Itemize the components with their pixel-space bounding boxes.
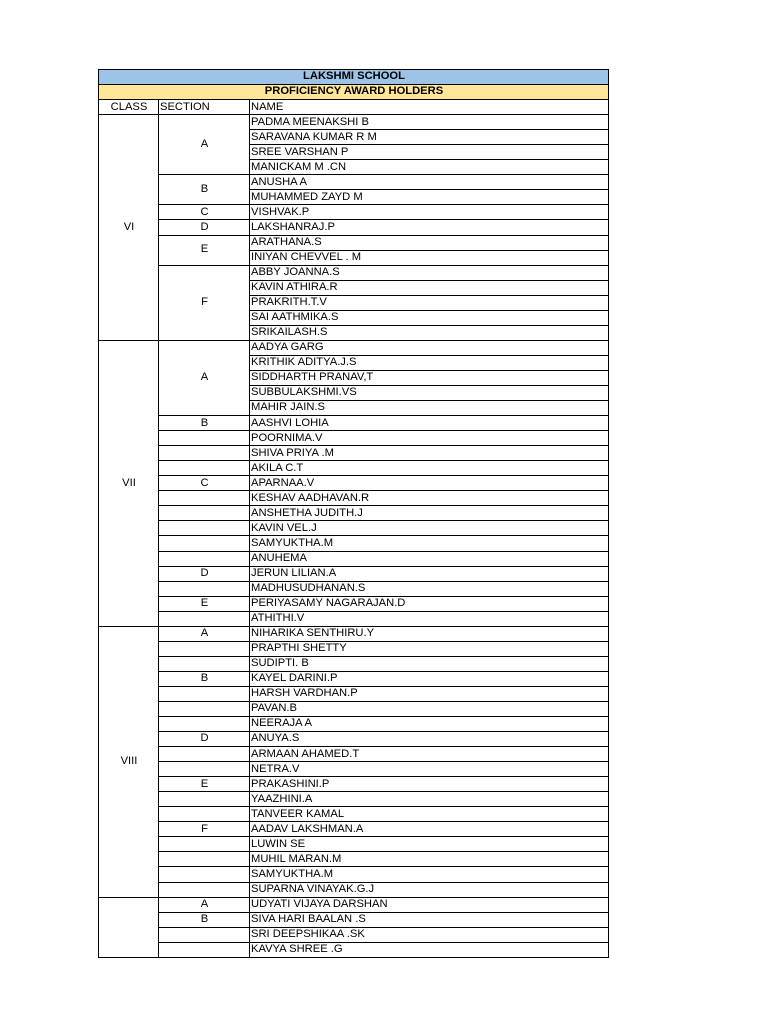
student-name-cell: JERUN LILIAN.A — [250, 566, 609, 581]
table-row — [99, 732, 609, 747]
table-row — [99, 476, 609, 491]
student-name-cell: MUHIL MARAN.M — [250, 852, 609, 867]
table-row — [99, 611, 609, 626]
student-name-cell: PRAKRITH.T.V — [250, 295, 609, 310]
student-name-cell: KESHAV AADHAVAN.R — [250, 491, 609, 506]
class-cell: VII — [99, 340, 159, 626]
student-name-cell: MAHIR JAIN.S — [250, 401, 609, 416]
table-row — [99, 431, 609, 446]
section-cell — [159, 717, 250, 732]
student-name-cell: TANVEER KAMAL — [250, 807, 609, 822]
student-name-cell: ARMAAN AHAMED.T — [250, 747, 609, 762]
student-name-cell: MANICKAM M .CN — [250, 160, 609, 175]
student-name-cell: YAAZHINI.A — [250, 792, 609, 807]
student-name-cell: POORNIMA.V — [250, 431, 609, 446]
section-cell: B — [159, 175, 250, 205]
student-name-cell: ANUYA.S — [250, 732, 609, 747]
student-name-cell: KAVYA SHREE .G — [250, 942, 609, 957]
class-cell: VI — [99, 115, 159, 341]
table-row — [99, 220, 609, 235]
name-header: NAME — [250, 100, 609, 115]
header-row — [99, 100, 609, 115]
student-name-cell: SUDIPTI. B — [250, 656, 609, 671]
student-name-cell: HARSH VARDHAN.P — [250, 686, 609, 701]
title-row — [99, 70, 609, 85]
student-name-cell: ANUHEMA — [250, 551, 609, 566]
student-name-cell: SARAVANA KUMAR R M — [250, 130, 609, 145]
student-name-cell: SUPARNA VINAYAK.G.J — [250, 882, 609, 897]
section-cell: D — [159, 566, 250, 581]
student-name-cell: NIHARIKA SENTHIRU.Y — [250, 626, 609, 641]
class-cell — [99, 897, 159, 957]
section-cell — [159, 656, 250, 671]
table-row — [99, 506, 609, 521]
class-cell: VIII — [99, 626, 159, 897]
section-cell: E — [159, 235, 250, 265]
student-name-cell: KRITHIK ADITYA.J.S — [250, 355, 609, 370]
table-row — [99, 340, 609, 355]
table-row — [99, 235, 609, 250]
table-row — [99, 581, 609, 596]
award-subtitle: PROFICIENCY AWARD HOLDERS — [99, 85, 609, 100]
award-holders-table — [98, 69, 609, 958]
section-cell: E — [159, 596, 250, 611]
student-name-cell: VISHVAK.P — [250, 205, 609, 220]
section-cell — [159, 882, 250, 897]
section-cell: D — [159, 220, 250, 235]
section-cell — [159, 506, 250, 521]
table-row — [99, 446, 609, 461]
student-name-cell: SAMYUKTHA.M — [250, 867, 609, 882]
table-row — [99, 837, 609, 852]
table-row — [99, 656, 609, 671]
student-name-cell: MADHUSUDHANAN.S — [250, 581, 609, 596]
section-cell: B — [159, 671, 250, 686]
section-cell: A — [159, 340, 250, 415]
table-row — [99, 626, 609, 641]
student-name-cell: AADAV LAKSHMAN.A — [250, 822, 609, 837]
section-cell: A — [159, 115, 250, 175]
student-name-cell: SAMYUKTHA.M — [250, 536, 609, 551]
table-row — [99, 701, 609, 716]
table-row — [99, 822, 609, 837]
table-row — [99, 927, 609, 942]
section-cell: B — [159, 416, 250, 431]
section-cell — [159, 521, 250, 536]
section-cell: C — [159, 476, 250, 491]
table-row — [99, 265, 609, 280]
award-holders-sheet — [98, 69, 608, 958]
student-name-cell: SAI AATHMIKA.S — [250, 310, 609, 325]
table-row — [99, 686, 609, 701]
student-name-cell: PAVAN.B — [250, 701, 609, 716]
student-name-cell: PRAPTHI SHETTY — [250, 641, 609, 656]
table-row — [99, 882, 609, 897]
section-cell — [159, 611, 250, 626]
section-cell — [159, 852, 250, 867]
student-name-cell: ANUSHA A — [250, 175, 609, 190]
section-header: SECTION — [159, 100, 250, 115]
table-row — [99, 521, 609, 536]
section-cell: C — [159, 205, 250, 220]
subtitle-row — [99, 85, 609, 100]
table-row — [99, 491, 609, 506]
section-cell — [159, 551, 250, 566]
table-row — [99, 762, 609, 777]
table-row — [99, 115, 609, 130]
student-name-cell: SIDDHARTH PRANAV,T — [250, 370, 609, 385]
section-cell: F — [159, 822, 250, 837]
student-name-cell: INIYAN CHEVVEL . M — [250, 250, 609, 265]
student-name-cell: KAVIN VEL.J — [250, 521, 609, 536]
section-cell — [159, 927, 250, 942]
student-name-cell: ATHITHI.V — [250, 611, 609, 626]
student-name-cell: PADMA MEENAKSHI B — [250, 115, 609, 130]
student-name-cell: ARATHANA.S — [250, 235, 609, 250]
section-cell — [159, 461, 250, 476]
student-name-cell: KAVIN ATHIRA.R — [250, 280, 609, 295]
table-row — [99, 897, 609, 912]
student-name-cell: ABBY JOANNA.S — [250, 265, 609, 280]
table-row — [99, 566, 609, 581]
section-cell — [159, 431, 250, 446]
table-row — [99, 777, 609, 792]
table-row — [99, 461, 609, 476]
table-row — [99, 867, 609, 882]
section-cell: E — [159, 777, 250, 792]
section-cell: D — [159, 732, 250, 747]
student-name-cell: SRI DEEPSHIKAA .SK — [250, 927, 609, 942]
table-row — [99, 175, 609, 190]
student-name-cell: PRAKASHINI.P — [250, 777, 609, 792]
student-name-cell: APARNAA.V — [250, 476, 609, 491]
section-cell: A — [159, 897, 250, 912]
section-cell — [159, 641, 250, 656]
student-name-cell: AASHVI LOHIA — [250, 416, 609, 431]
section-cell: F — [159, 265, 250, 340]
section-cell — [159, 792, 250, 807]
student-name-cell: LAKSHANRAJ.P — [250, 220, 609, 235]
student-name-cell: ANSHETHA JUDITH.J — [250, 506, 609, 521]
table-row — [99, 671, 609, 686]
student-name-cell: LUWIN SE — [250, 837, 609, 852]
student-name-cell: AKILA C.T — [250, 461, 609, 476]
table-row — [99, 551, 609, 566]
section-cell — [159, 747, 250, 762]
table-row — [99, 717, 609, 732]
section-cell — [159, 446, 250, 461]
table-row — [99, 747, 609, 762]
table-row — [99, 852, 609, 867]
section-cell — [159, 837, 250, 852]
student-name-cell: SIVA HARI BAALAN .S — [250, 912, 609, 927]
table-row — [99, 205, 609, 220]
section-cell — [159, 942, 250, 957]
table-row — [99, 596, 609, 611]
section-cell — [159, 536, 250, 551]
table-row — [99, 807, 609, 822]
student-name-cell: PERIYASAMY NAGARAJAN.D — [250, 596, 609, 611]
table-row — [99, 792, 609, 807]
section-cell — [159, 686, 250, 701]
table-row — [99, 536, 609, 551]
student-name-cell: UDYATI VIJAYA DARSHAN — [250, 897, 609, 912]
table-row — [99, 912, 609, 927]
table-row — [99, 416, 609, 431]
student-name-cell: NETRA.V — [250, 762, 609, 777]
section-cell — [159, 807, 250, 822]
section-cell — [159, 867, 250, 882]
school-title: LAKSHMI SCHOOL — [99, 70, 609, 85]
student-name-cell: MUHAMMED ZAYD M — [250, 190, 609, 205]
student-name-cell: SHIVA PRIYA .M — [250, 446, 609, 461]
section-cell — [159, 762, 250, 777]
section-cell: B — [159, 912, 250, 927]
student-name-cell: SUBBULAKSHMI.VS — [250, 385, 609, 400]
section-cell: A — [159, 626, 250, 641]
section-cell — [159, 491, 250, 506]
student-name-cell: SREE VARSHAN P — [250, 145, 609, 160]
student-name-cell: KAYEL DARINI.P — [250, 671, 609, 686]
table-row — [99, 942, 609, 957]
class-header: CLASS — [99, 100, 159, 115]
student-name-cell: NEERAJA A — [250, 717, 609, 732]
section-cell — [159, 581, 250, 596]
student-name-cell: SRIKAILASH.S — [250, 325, 609, 340]
section-cell — [159, 701, 250, 716]
student-name-cell: AADYA GARG — [250, 340, 609, 355]
table-row — [99, 641, 609, 656]
